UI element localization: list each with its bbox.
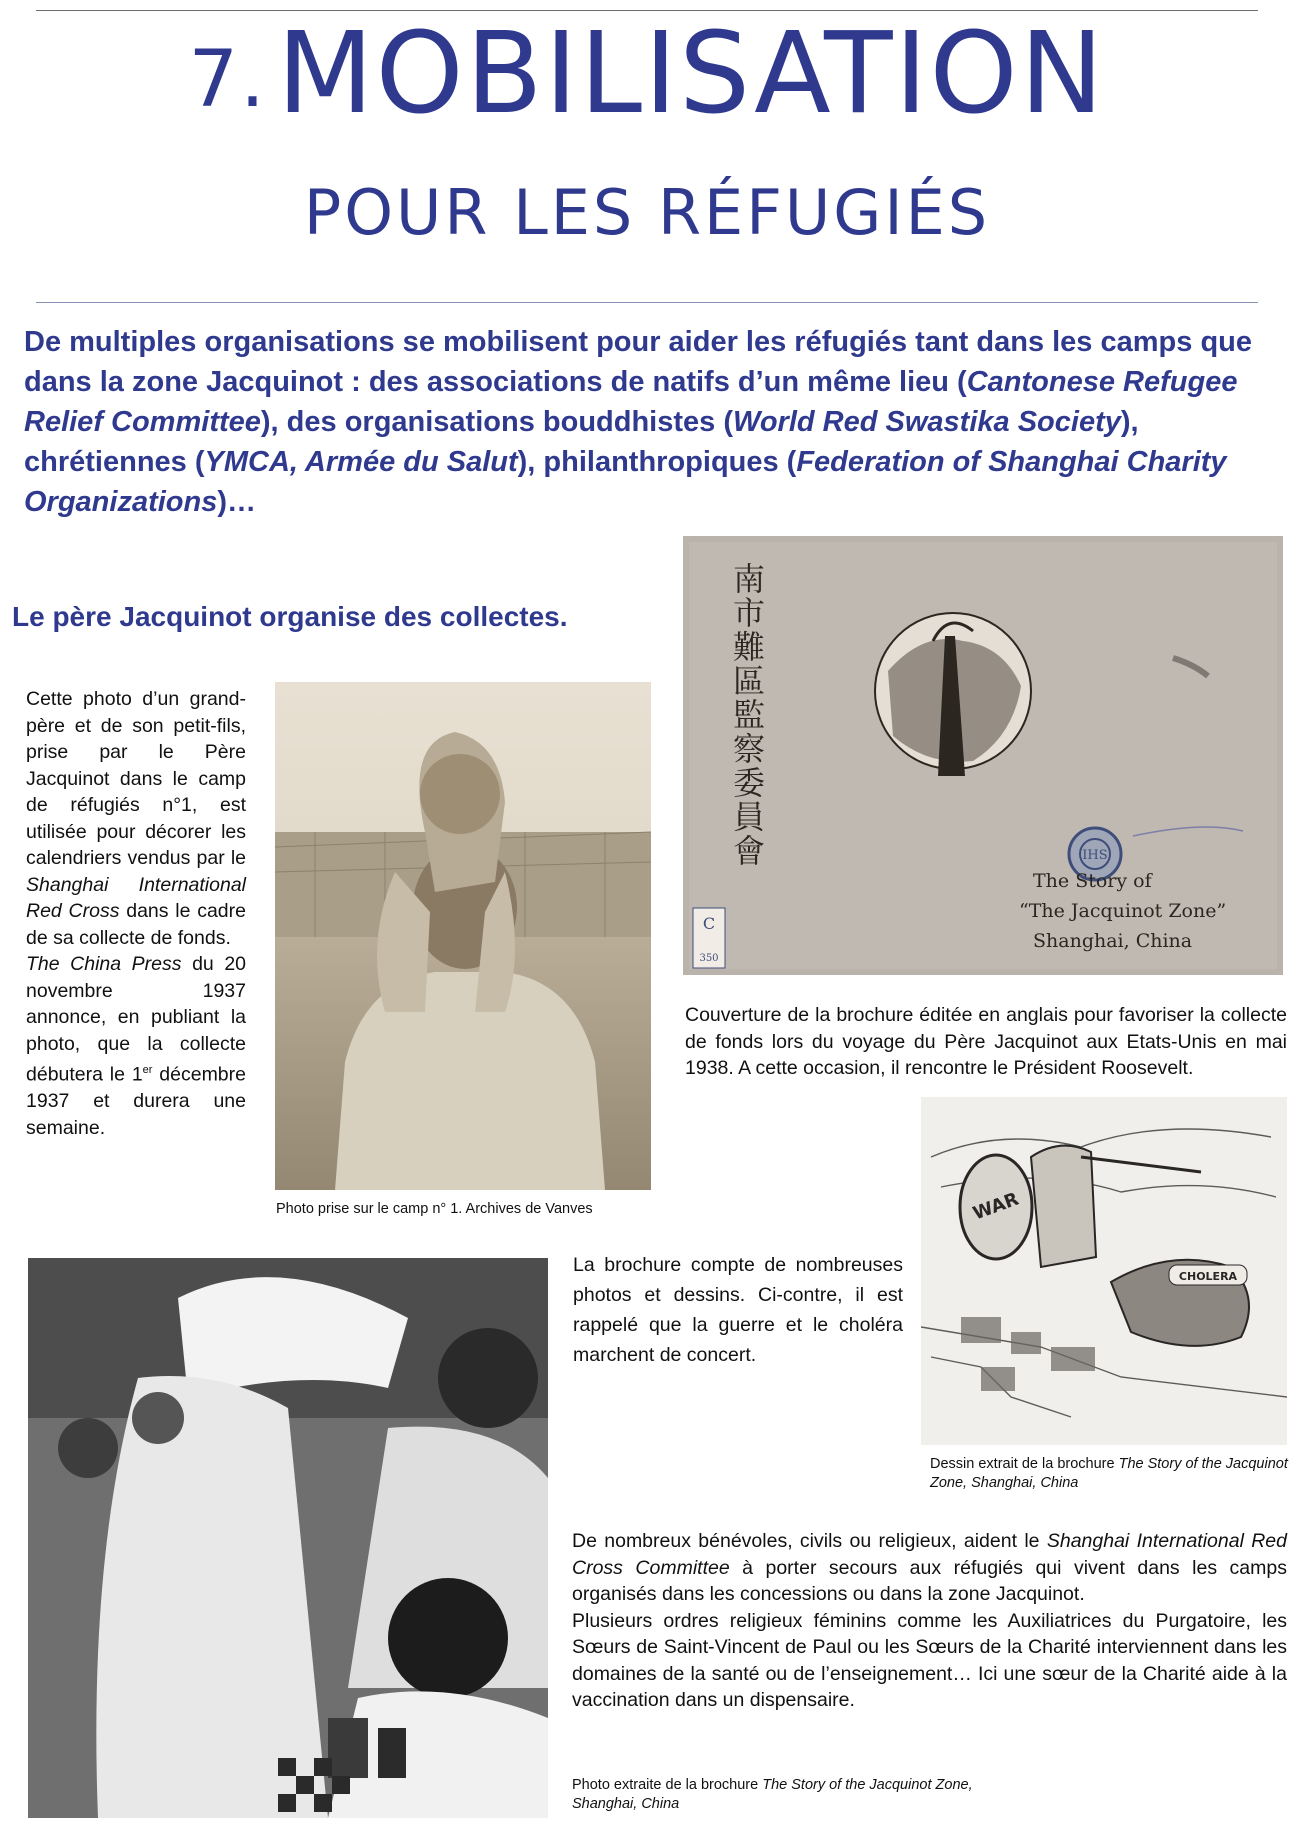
intro-text-2: ), des organisations bouddhistes ( [260,406,733,438]
page-subtitle: POUR LES RÉFUGIÉS [303,176,991,249]
cover-english-title [1019,866,1269,956]
drawing-caption [930,1455,1290,1493]
volunteers-text-3: Plusieurs ordres religieux féminins comme les Auxiliatrices du Purgatoire, les Sœurs de Saint-Vincent de Paul ou les Sœurs de la Charité interviennent dans les domaines de la santé ou de l’enseignement… Ici une sœur de la Charité aide à la vaccination dans un dispensaire. [572,1609,1287,1711]
text-china-press: The China Press [26,953,182,975]
title-main: MOBILISATION [276,9,1106,139]
intro-org-swastika: World Red Swastika Society [733,406,1121,438]
grandfather-photo-image [275,682,651,1190]
dispensary-photo-caption [572,1776,1012,1814]
text-a: Cette photo d’un grand-père et de son petit-fils, prise par le Père Jacquinot dans le camp de réfugiés n°1, est utilisée pour décorer les calendriers vendus par le [26,688,246,869]
war-cholera-drawing [921,1097,1287,1445]
shield-war-text: WAR [970,1188,1022,1225]
drawing-caption-text: Dessin extrait de la brochure [930,1456,1119,1472]
text-sup: er [142,1064,153,1076]
volunteers-text-1: De nombreux bénévoles, civils ou religieux, aident le [572,1530,1047,1552]
text-d: décembre 1937 et durera une semaine. [26,1063,246,1139]
intro-text-5: )… [217,486,257,518]
intro-text-1: De multiples organisations se mobilisent pour aider les réfugiés tant dans les camps que dans la zone Jacquinot : des associations de natifs d’un même lieu ( [24,326,1252,398]
cover-chinese-title: 南市難區監察委員會 [733,560,766,870]
title-rule [36,302,1258,303]
text-b: dans le cadre de sa collecte de fonds. [26,900,246,949]
grandfather-photo-caption: Photo prise sur le camp n° 1. Archives de Vanves [276,1201,593,1217]
cover-title-line-1: The Story of [1033,870,1152,892]
cover-title-line-2: “The Jacquinot Zone” [1019,900,1227,922]
intro-org-christian: YMCA, Armée du Salut [204,446,518,478]
intro-org-cantonese: Cantonese Refugee Relief Committee [24,366,1238,438]
volunteers-text [572,1528,1287,1714]
volunteers-red-cross: Shanghai International Red Cross Committee [572,1530,1287,1579]
drawing-caption-title: The Story of the Jacquinot Zone, Shanghai, China [930,1456,1288,1491]
dispensary-photo-image [28,1258,548,1818]
drawing-description: La brochure compte de nombreuses photos et dessins. Ci-contre, il est rappelé que la guerre et le choléra marchent de concert. [573,1254,903,1366]
shelf-number: 350 [699,953,719,964]
war-cholera-drawing-image [921,1097,1287,1445]
grandfather-photo [275,682,651,1190]
volunteers-text-2: à porter secours aux réfugiés qui vivent dans les camps organisés dans les concessions ou dans la zone Jacquinot. [572,1556,1287,1605]
shelf-mark: C [702,914,716,933]
cover-title-line-3: Shanghai, China [1033,930,1193,952]
title-number: 7. [188,35,267,125]
intro-text-4: ), philanthropiques ( [517,446,797,478]
brochure-cover [683,536,1283,975]
intro-text-3: ), chrétiennes ( [24,406,1139,478]
section-heading: Le père Jacquinot organise des collectes. [12,601,568,632]
intro-paragraph [24,322,1270,522]
grandfather-photo-text [26,686,246,1141]
stamp-text: IHS [1082,848,1108,863]
dispensary-photo [28,1258,548,1818]
intro-org-federation: Federation of Shanghai Charity Organizations [24,446,1227,518]
brochure-caption: Couverture de la brochure éditée en anglais pour favoriser la collecte de fonds lors du voyage du Père Jacquinot aux Etats-Unis en mai 1938. A cette occasion, il rencontre le Président Roosevelt. [685,1004,1287,1079]
text-red-cross: Shanghai International Red Cross [26,873,246,922]
dispensary-caption-text: Photo extraite de la brochure [572,1777,763,1793]
dispensary-caption-title: The Story of the Jacquinot Zone, Shanghai, China [572,1777,973,1812]
page-title [0,9,1294,139]
text-c: du 20 novembre 1937 annonce, en publiant la photo, que la collecte débutera le 1 [26,953,247,1086]
cholera-label: CHOLERA [1178,1270,1238,1283]
